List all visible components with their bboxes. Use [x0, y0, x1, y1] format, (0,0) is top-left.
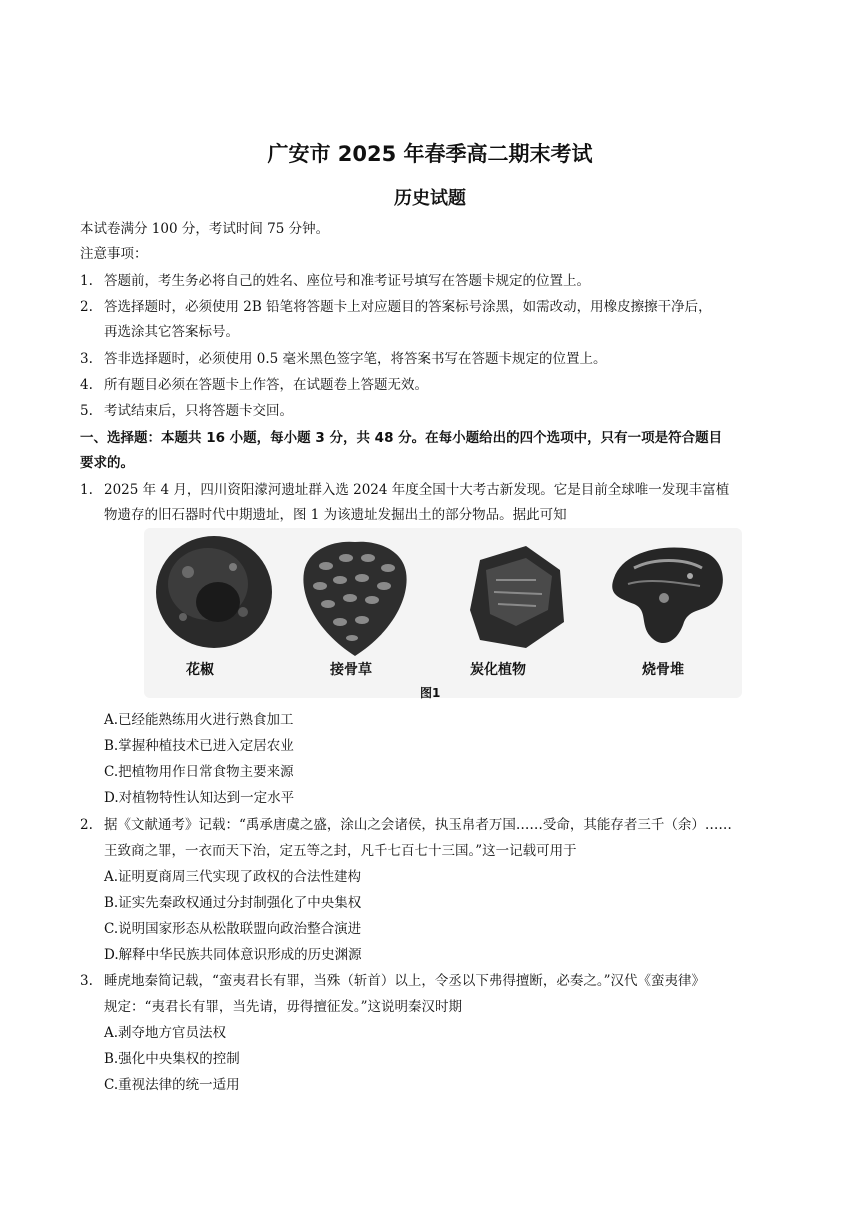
answer-option: A.已经能熟练用火进行熟食加工	[104, 712, 294, 728]
answer-option: D.解释中华民族共同体意识形成的历史渊源	[104, 947, 362, 963]
figure-caption: 炭化植物	[470, 662, 526, 678]
figure-1	[140, 526, 746, 704]
notice-item: 答选择题时，必须使用 2B 铅笔将答题卡上对应题目的答案标号涂黑，如需改动，用橡皮擦擦干净后，	[104, 299, 712, 315]
figure-caption: 烧骨堆	[642, 662, 684, 678]
exam-intro: 本试卷满分 100 分，考试时间 75 分钟。	[80, 221, 330, 237]
notice-item: 考试结束后，只将答题卡交回。	[104, 403, 293, 419]
answer-option: A.剥夺地方官员法权	[104, 1025, 227, 1041]
charred-plant-image	[456, 540, 572, 656]
notice-item: 所有题目必须在答题卡上作答，在试题卷上答题无效。	[104, 377, 428, 393]
question-stem: 睡虎地秦简记载，“蛮夷君长有罪，当殊（斩首）以上，令丞以下弗得擅断，必奏之。”汉代《蛮夷律》	[104, 973, 706, 989]
question-stem-cont: 王致商之罪，一衣而天下治，定五等之封，凡千七百七十三国。”这一记载可用于	[104, 843, 577, 859]
exam-title: 广安市 2025 年春季高二期末考试	[267, 142, 593, 166]
notice-num: 3.	[80, 351, 93, 367]
section-heading: 一、选择题：本题共 16 小题，每小题 3 分，共 48 分。在每小题给出的四个选项中，只有一项是符合题目	[80, 430, 723, 446]
answer-option: A.证明夏商周三代实现了政权的合法性建构	[104, 869, 362, 885]
notice-num: 2.	[80, 299, 93, 315]
notice-num: 4.	[80, 377, 93, 393]
question-stem: 据《文献通考》记载：“禹承唐虞之盛，涂山之会诸侯，执玉帛者万国……受命，其能存者三千（余）……	[104, 817, 732, 833]
answer-option: D.对植物特性认知达到一定水平	[104, 790, 295, 806]
section-heading-cont: 要求的。	[80, 455, 134, 471]
answer-option: C.重视法律的统一适用	[104, 1077, 240, 1093]
question-number: 2.	[80, 817, 93, 833]
answer-option: C.把植物用作日常食物主要来源	[104, 764, 294, 780]
notice-num: 5.	[80, 403, 93, 419]
elderberry-seed-image	[296, 536, 414, 660]
figure-caption: 花椒	[186, 662, 214, 678]
question-number: 3.	[80, 973, 93, 989]
notice-num: 1.	[80, 273, 93, 289]
notice-heading: 注意事项：	[80, 246, 148, 262]
answer-option: C.说明国家形态从松散联盟向政治整合演进	[104, 921, 362, 937]
answer-option: B.证实先秦政权通过分封制强化了中央集权	[104, 895, 362, 911]
question-stem-cont: 物遗存的旧石器时代中期遗址，图 1 为该遗址发掘出土的部分物品。据此可知	[104, 507, 567, 523]
answer-option: B.掌握种植技术已进入定居农业	[104, 738, 294, 754]
notice-item-cont: 再选涂其它答案标号。	[104, 324, 239, 340]
figure-label: 图1	[420, 686, 441, 700]
burnt-bone-pile-image	[604, 538, 730, 656]
notice-item: 答题前，考生务必将自己的姓名、座位号和准考证号填写在答题卡规定的位置上。	[104, 273, 590, 289]
answer-option: B.强化中央集权的控制	[104, 1051, 240, 1067]
question-number: 1.	[80, 482, 93, 498]
sichuan-pepper-image	[148, 532, 280, 658]
figure-caption: 接骨草	[330, 662, 372, 678]
question-stem: 2025 年 4 月，四川资阳濛河遗址群入选 2024 年度全国十大考古新发现。它是目前全球唯一发现丰富植	[104, 482, 730, 498]
question-stem-cont: 规定：“夷君长有罪，当先请，毋得擅征发。”这说明秦汉时期	[104, 999, 463, 1015]
notice-item: 答非选择题时，必须使用 0.5 毫米黑色签字笔，将答案书写在答题卡规定的位置上。	[104, 351, 607, 367]
exam-subtitle: 历史试题	[394, 188, 466, 209]
